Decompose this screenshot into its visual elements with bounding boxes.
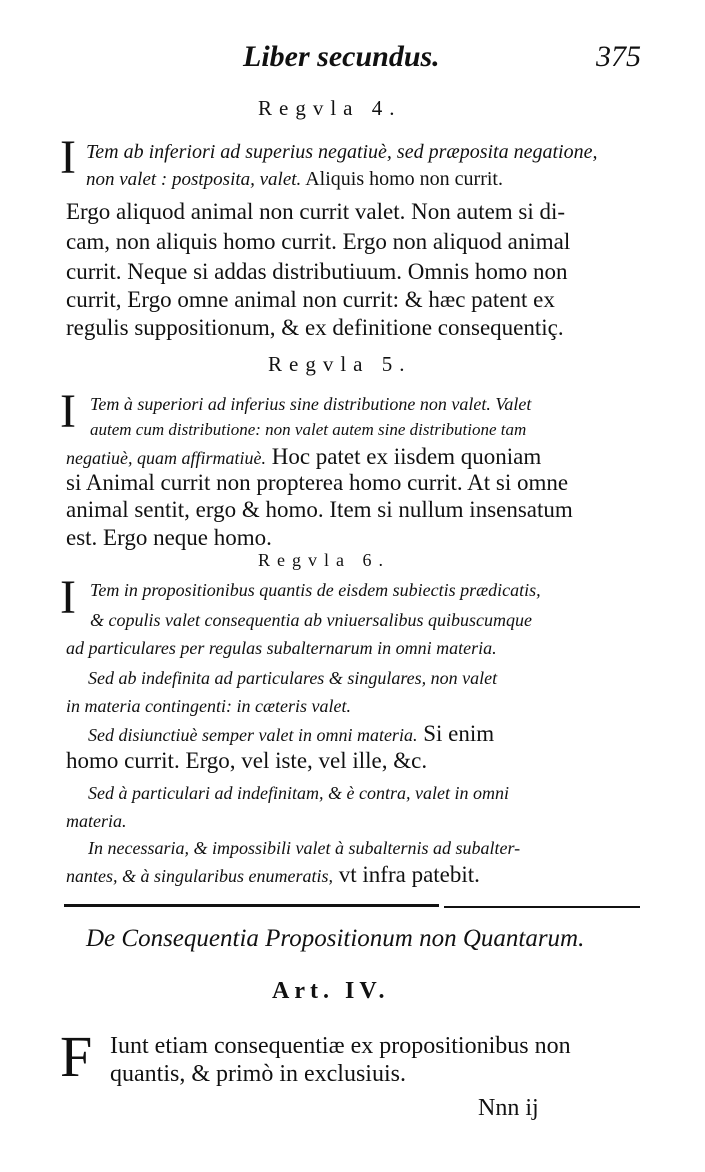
text-line: ad particulares per regulas subalternarum in omni materia. — [66, 638, 497, 658]
text-line: currit, Ergo omne animal non currit: & hæc patent ex — [66, 287, 555, 312]
text-line: & copulis valet consequentia ab vniuersalibus quibuscumque — [90, 610, 532, 630]
article-heading: Art. IV. — [272, 978, 390, 1004]
text-line: Tem in propositionibus quantis de eisdem subiectis prædicatis, — [90, 580, 541, 600]
text-line: non valet : postposita, valet. Aliquis homo non currit. — [86, 168, 503, 190]
section-title: De Consequentia Propositionum non Quantarum. — [86, 925, 585, 952]
text-line: si Animal currit non propterea homo currit. At si omne — [66, 470, 569, 495]
text-line: in materia contingenti: in cæteris valet. — [66, 696, 351, 716]
running-title: Liber secundus. — [243, 40, 440, 73]
divider-rule-left — [64, 904, 439, 907]
text-line: animal sentit, ergo & homo. Item si nullum insensatum — [66, 497, 573, 522]
body-initial: F — [60, 1024, 93, 1089]
text-line: Iunt etiam consequentiæ ex propositionibus non — [110, 1033, 571, 1059]
text-line: Sed ab indefinita ad particulares & singulares, non valet — [88, 668, 498, 688]
regula-5-heading: Regvla 5. — [268, 352, 412, 376]
regula-4-heading: Regvla 4. — [258, 96, 402, 120]
text-line: Sed à particulari ad indefinitam, & è contra, valet in omni — [88, 783, 509, 803]
regula-4-initial: I — [60, 131, 76, 184]
text-line: autem cum distributione: non valet autem sine distributione tam — [90, 420, 527, 439]
divider-rule-right — [444, 906, 640, 908]
text-line: currit. Neque si addas distributiuum. Omnis homo non — [66, 259, 568, 284]
text-line: Tem ab inferiori ad superius negatiuè, sed præposita negatione, — [86, 141, 598, 163]
text-line: cam, non aliquis homo currit. Ergo non aliquod animal — [66, 229, 571, 254]
regula-6-heading: Regvla 6. — [258, 550, 390, 570]
text-line: regulis suppositionum, & ex definitione consequentiç. — [66, 315, 564, 340]
regula-5-initial: I — [60, 385, 76, 438]
regula-6-initial: I — [60, 571, 76, 624]
text-line: negatiuè, quam affirmatiuè. Hoc patet ex iisdem quoniam — [66, 444, 542, 469]
text-line: materia. — [66, 811, 127, 831]
signature-mark: Nnn ij — [478, 1095, 539, 1121]
text-line: est. Ergo neque homo. — [66, 525, 272, 550]
text-line: nantes, & à singularibus enumeratis, vt infra patebit. — [66, 862, 480, 887]
text-line: Sed disiunctiuè semper valet in omni materia. Si enim — [88, 721, 495, 746]
text-line: homo currit. Ergo, vel iste, vel ille, &c. — [66, 748, 428, 773]
text-line: quantis, & primò in exclusiuis. — [110, 1061, 406, 1087]
text-line: In necessaria, & impossibili valet à subalternis ad subalter- — [88, 838, 521, 858]
text-line: Ergo aliquod animal non currit valet. Non autem si di- — [66, 199, 566, 224]
text-line: Tem à superiori ad inferius sine distributione non valet. Valet — [90, 394, 532, 414]
page-number: 375 — [596, 40, 641, 73]
